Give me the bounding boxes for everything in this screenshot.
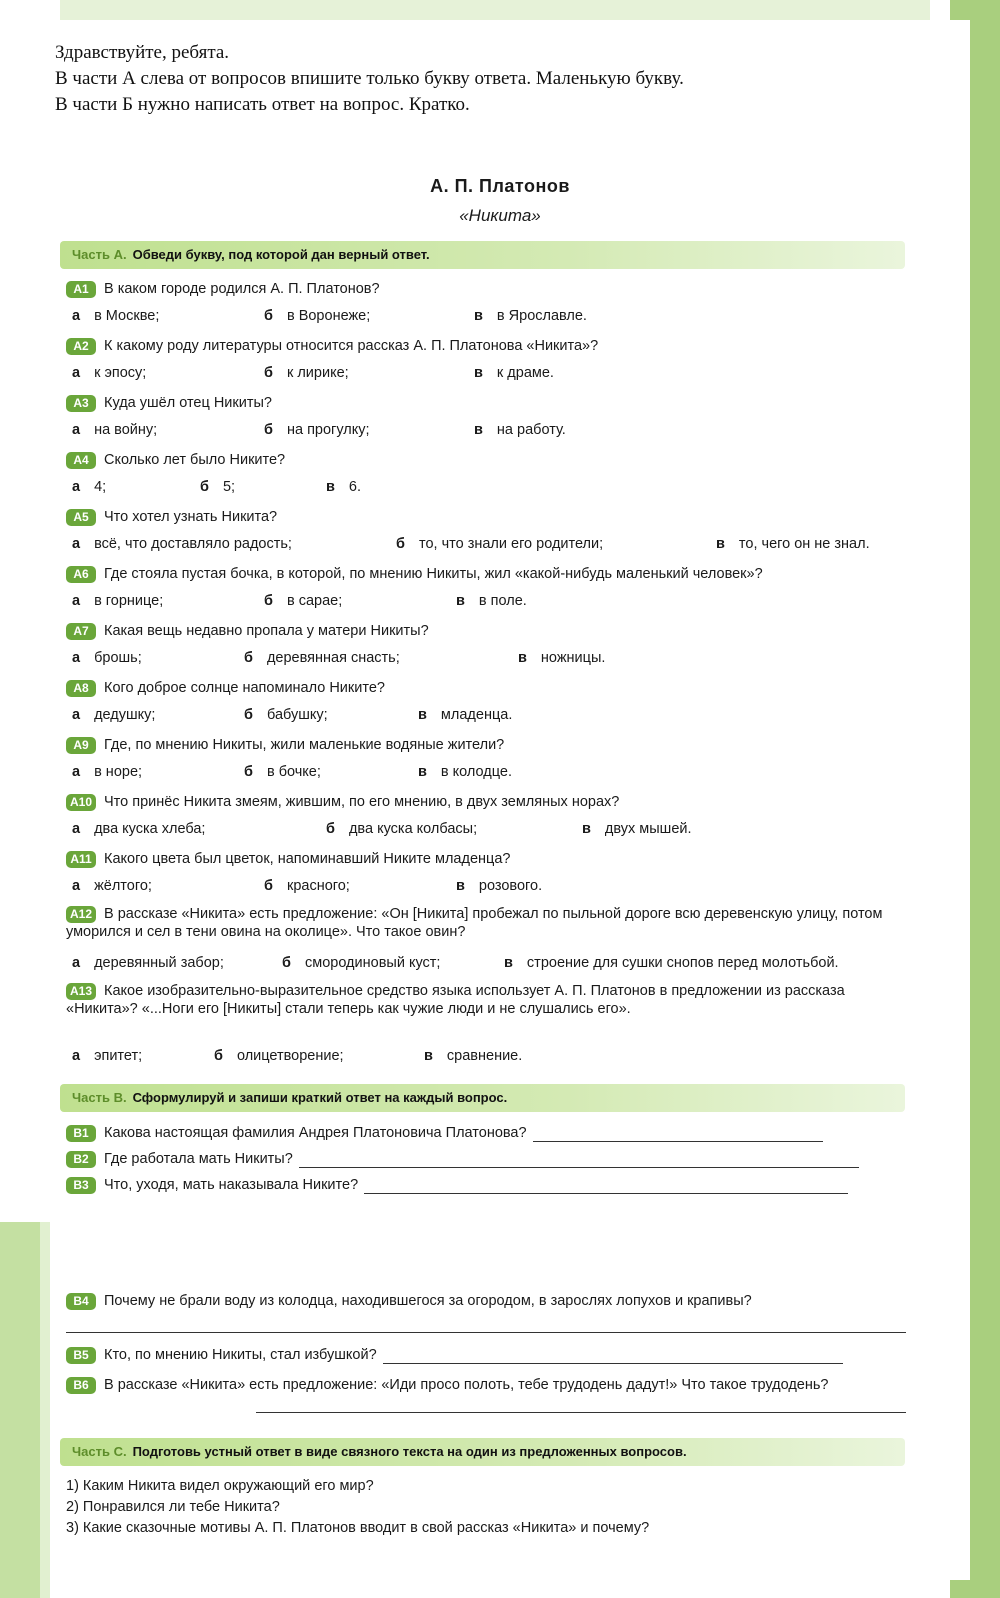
option-letter: а: [72, 878, 81, 894]
option-letter: б: [282, 955, 291, 971]
option-letter: в: [474, 422, 483, 438]
option-text: два куска колбасы;: [348, 821, 478, 837]
option-a[interactable]: [72, 422, 157, 438]
option-c[interactable]: [418, 764, 512, 780]
option-b[interactable]: [264, 365, 349, 381]
question-number-badge: А8: [66, 680, 96, 697]
question-a13: [66, 982, 906, 1018]
question-text: В рассказе «Никита» есть предложение: «Иди просо полоть, тебе трудодень дадут!» Что такое трудодень?: [104, 1377, 829, 1393]
part-c-question: 3) Какие сказочные мотивы А. П. Платонов вводит в свой рассказ «Никита» и почему?: [66, 1520, 650, 1536]
option-a[interactable]: [72, 707, 155, 723]
option-a[interactable]: [72, 955, 224, 971]
option-letter: б: [396, 536, 405, 552]
option-letter: а: [72, 821, 81, 837]
option-text: жёлтого;: [94, 878, 152, 894]
option-letter: б: [264, 308, 273, 324]
option-a[interactable]: [72, 308, 159, 324]
option-c[interactable]: [716, 536, 870, 552]
option-text: то, что знали его родители;: [418, 536, 604, 552]
option-text: красного;: [286, 878, 350, 894]
option-text: 5;: [222, 479, 236, 495]
option-c[interactable]: [582, 821, 692, 837]
option-letter: а: [72, 593, 81, 609]
option-b[interactable]: [264, 308, 370, 324]
option-text: 6.: [348, 479, 362, 495]
question-number-badge: А10: [66, 794, 96, 811]
option-letter: б: [200, 479, 209, 495]
question-number-badge: В5: [66, 1347, 96, 1364]
question-a9: [66, 736, 906, 754]
part-c-label: Часть С.: [72, 1444, 127, 1459]
option-text: розового.: [478, 878, 543, 894]
option-a[interactable]: [72, 479, 106, 495]
intro-greeting: Здравствуйте, ребята.: [55, 42, 230, 63]
option-text: в норе;: [94, 764, 143, 780]
question-text: Что принёс Никита змеям, жившим, по его мнению, в двух земляных норах?: [104, 794, 620, 810]
option-text: дедушку;: [94, 707, 156, 723]
left-decor-strip: [0, 1222, 40, 1598]
question-text: Какого цвета был цветок, напоминавший Никите младенца?: [104, 851, 511, 867]
option-letter: а: [72, 536, 81, 552]
question-text: Какова настоящая фамилия Андрея Платоновича Платонова?: [104, 1125, 527, 1141]
option-text: бабушку;: [266, 707, 328, 723]
option-a[interactable]: [72, 764, 142, 780]
option-text: на войну;: [94, 422, 158, 438]
question-b6: [66, 1376, 906, 1394]
option-letter: а: [72, 650, 81, 666]
option-b[interactable]: [200, 479, 235, 495]
intro-note: [55, 40, 915, 118]
left-decor-strip-light: [40, 1222, 50, 1598]
question-number-badge: А6: [66, 566, 96, 583]
option-text: эпитет;: [94, 1048, 143, 1064]
question-number-badge: А2: [66, 338, 96, 355]
option-c[interactable]: [474, 308, 587, 324]
question-text: Куда ушёл отец Никиты?: [104, 395, 272, 411]
question-b4: [66, 1292, 906, 1310]
question-text: К какому роду литературы относится рассказ А. П. Платонова «Никита»?: [104, 338, 599, 354]
question-number-badge: В2: [66, 1151, 96, 1168]
question-text: Почему не брали воду из колодца, находившегося за огородом, в зарослях лопухов и крапивы?: [104, 1293, 752, 1309]
question-a2: [66, 337, 906, 355]
option-letter: а: [72, 422, 81, 438]
option-letter: в: [474, 365, 483, 381]
question-number-badge: А13: [66, 983, 96, 1000]
question-number-badge: А11: [66, 851, 96, 868]
option-text: в Воронеже;: [286, 308, 371, 324]
part-c-question: 2) Понравился ли тебе Никита?: [66, 1499, 280, 1515]
option-c[interactable]: [474, 365, 554, 381]
question-a3: [66, 394, 906, 412]
part-b-header: [60, 1084, 905, 1112]
question-number-badge: А3: [66, 395, 96, 412]
option-text: в колодце.: [440, 764, 512, 780]
option-text: брошь;: [94, 650, 142, 666]
option-letter: в: [424, 1048, 433, 1064]
question-number-badge: А5: [66, 509, 96, 526]
option-letter: а: [72, 365, 81, 381]
question-text: Какое изобразительно-выразительное средство языка использует А. П. Платонов в предложении из рассказа «Никита»? «...Ноги его [Никиты] стали теперь как чужие люди и не слушались его».: [66, 983, 845, 1017]
option-text: к драме.: [496, 365, 554, 381]
option-text: олицетворение;: [236, 1048, 344, 1064]
option-b[interactable]: [244, 764, 321, 780]
question-text: Какая вещь недавно пропала у матери Никиты?: [104, 623, 429, 639]
option-text: в Москве;: [94, 308, 160, 324]
part-b-label: Часть В.: [72, 1090, 127, 1105]
option-a[interactable]: [72, 821, 205, 837]
question-text: В рассказе «Никита» есть предложение: «Он [Никита] пробежал по пыльной дороге всю деревенскую улицу, потом уморился и сел в тени овина на околице». Что такое овин?: [66, 906, 883, 940]
option-c[interactable]: [456, 593, 527, 609]
question-a4: [66, 451, 906, 469]
part-c-header: [60, 1438, 905, 1466]
answer-line[interactable]: [533, 1127, 823, 1142]
question-a12: [66, 905, 906, 941]
part-c-instruction: Подготовь устный ответ в виде связного текста на один из предложенных вопросов.: [132, 1444, 687, 1459]
option-a[interactable]: [72, 650, 142, 666]
question-a7: [66, 622, 906, 640]
option-b[interactable]: [396, 536, 603, 552]
question-b5: [66, 1346, 906, 1364]
answer-line[interactable]: [66, 1332, 906, 1333]
question-text: Кого доброе солнце напоминало Никите?: [104, 680, 385, 696]
question-text: Что, уходя, мать наказывала Никите?: [104, 1177, 359, 1193]
option-letter: а: [72, 707, 81, 723]
option-text: деревянная снасть;: [266, 650, 400, 666]
option-letter: в: [418, 707, 427, 723]
option-text: к эпосу;: [94, 365, 147, 381]
question-b3: [66, 1176, 906, 1194]
question-a11: [66, 850, 906, 868]
option-text: младенца.: [440, 707, 513, 723]
question-b2: [66, 1150, 906, 1168]
option-letter: б: [264, 422, 273, 438]
intro-instruction-b: В части Б нужно написать ответ на вопрос. Кратко.: [55, 94, 470, 115]
question-text: Где стояла пустая бочка, в которой, по мнению Никиты, жил «какой-нибудь маленький человек»?: [104, 566, 763, 582]
question-number-badge: В1: [66, 1125, 96, 1142]
question-text: Что хотел узнать Никита?: [104, 509, 278, 525]
option-text: два куска хлеба;: [94, 821, 206, 837]
option-text: в бочке;: [266, 764, 321, 780]
option-text: на работу.: [496, 422, 566, 438]
option-text: в Ярославле.: [496, 308, 587, 324]
option-a[interactable]: [72, 878, 152, 894]
option-letter: в: [326, 479, 335, 495]
option-text: ножницы.: [540, 650, 606, 666]
option-b[interactable]: [326, 821, 477, 837]
option-text: то, чего он не знал.: [738, 536, 870, 552]
option-letter: в: [456, 878, 465, 894]
answer-line[interactable]: [299, 1153, 859, 1168]
option-letter: б: [264, 878, 273, 894]
option-text: в горнице;: [94, 593, 164, 609]
question-text: Где работала мать Никиты?: [104, 1151, 293, 1167]
question-text: В каком городе родился А. П. Платонов?: [104, 281, 380, 297]
option-letter: а: [72, 308, 81, 324]
option-b[interactable]: [264, 878, 350, 894]
question-number-badge: А12: [66, 906, 96, 923]
option-text: в поле.: [478, 593, 527, 609]
question-number-badge: А4: [66, 452, 96, 469]
option-a[interactable]: [72, 365, 146, 381]
option-text: двух мышей.: [604, 821, 692, 837]
part-c-question: 1) Каким Никита видел окружающий его мир?: [66, 1478, 374, 1494]
option-letter: в: [456, 593, 465, 609]
answer-line[interactable]: [383, 1349, 843, 1364]
option-letter: в: [582, 821, 591, 837]
option-text: к лирике;: [286, 365, 349, 381]
part-a-header: [60, 241, 905, 269]
question-a10: [66, 793, 906, 811]
option-letter: а: [72, 1048, 81, 1064]
option-c[interactable]: [474, 422, 566, 438]
option-c[interactable]: [326, 479, 361, 495]
question-number-badge: А9: [66, 737, 96, 754]
question-number-badge: В4: [66, 1293, 96, 1310]
question-a8: [66, 679, 906, 697]
question-text: Где, по мнению Никиты, жили маленькие водяные жители?: [104, 737, 505, 753]
option-a[interactable]: [72, 593, 163, 609]
option-text: деревянный забор;: [94, 955, 224, 971]
question-a5: [66, 508, 906, 526]
option-b[interactable]: [264, 422, 370, 438]
option-text: сравнение.: [446, 1048, 523, 1064]
option-letter: в: [716, 536, 725, 552]
option-text: всё, что доставляло радость;: [94, 536, 292, 552]
option-text: на прогулку;: [286, 422, 370, 438]
option-letter: б: [244, 650, 253, 666]
author-title: А. П. Платонов: [430, 176, 570, 196]
option-c[interactable]: [456, 878, 542, 894]
answer-line[interactable]: [364, 1179, 848, 1194]
option-c[interactable]: [504, 955, 839, 971]
option-text: 4;: [94, 479, 107, 495]
option-letter: б: [214, 1048, 223, 1064]
question-text: Сколько лет было Никите?: [104, 452, 286, 468]
part-a-instruction: Обведи букву, под которой дан верный ответ.: [132, 247, 430, 262]
option-text: в сарае;: [286, 593, 343, 609]
option-b[interactable]: [244, 707, 328, 723]
question-text: Кто, по мнению Никиты, стал избушкой?: [104, 1347, 377, 1363]
option-letter: а: [72, 479, 81, 495]
option-b[interactable]: [214, 1048, 344, 1064]
question-a1: [66, 280, 906, 298]
option-text: строение для сушки снопов перед молотьбой.: [526, 955, 839, 971]
part-a-label: Часть А.: [72, 247, 127, 262]
option-letter: а: [72, 955, 81, 971]
option-letter: б: [264, 593, 273, 609]
option-letter: в: [474, 308, 483, 324]
question-number-badge: А1: [66, 281, 96, 298]
option-a[interactable]: [72, 1048, 142, 1064]
answer-line[interactable]: [256, 1412, 906, 1413]
work-title: «Никита»: [459, 206, 541, 225]
question-number-badge: А7: [66, 623, 96, 640]
option-letter: б: [264, 365, 273, 381]
option-c[interactable]: [418, 707, 512, 723]
part-b-instruction: Сформулируй и запиши краткий ответ на каждый вопрос.: [132, 1090, 508, 1105]
option-letter: в: [418, 764, 427, 780]
question-number-badge: В6: [66, 1377, 96, 1394]
option-text: смородиновый куст;: [304, 955, 441, 971]
option-letter: в: [518, 650, 527, 666]
option-a[interactable]: [72, 536, 292, 552]
question-number-badge: В3: [66, 1177, 96, 1194]
option-b[interactable]: [282, 955, 440, 971]
option-letter: б: [326, 821, 335, 837]
option-letter: а: [72, 764, 81, 780]
question-a6: [66, 565, 906, 583]
option-c[interactable]: [424, 1048, 522, 1064]
option-letter: в: [504, 955, 513, 971]
top-decor-band: [0, 0, 1000, 20]
option-c[interactable]: [518, 650, 605, 666]
intro-instruction-a: В части А слева от вопросов впишите только букву ответа. Маленькую букву.: [55, 68, 684, 89]
option-letter: б: [244, 707, 253, 723]
option-letter: б: [244, 764, 253, 780]
option-b[interactable]: [244, 650, 400, 666]
question-b1: [66, 1124, 906, 1142]
option-b[interactable]: [264, 593, 342, 609]
